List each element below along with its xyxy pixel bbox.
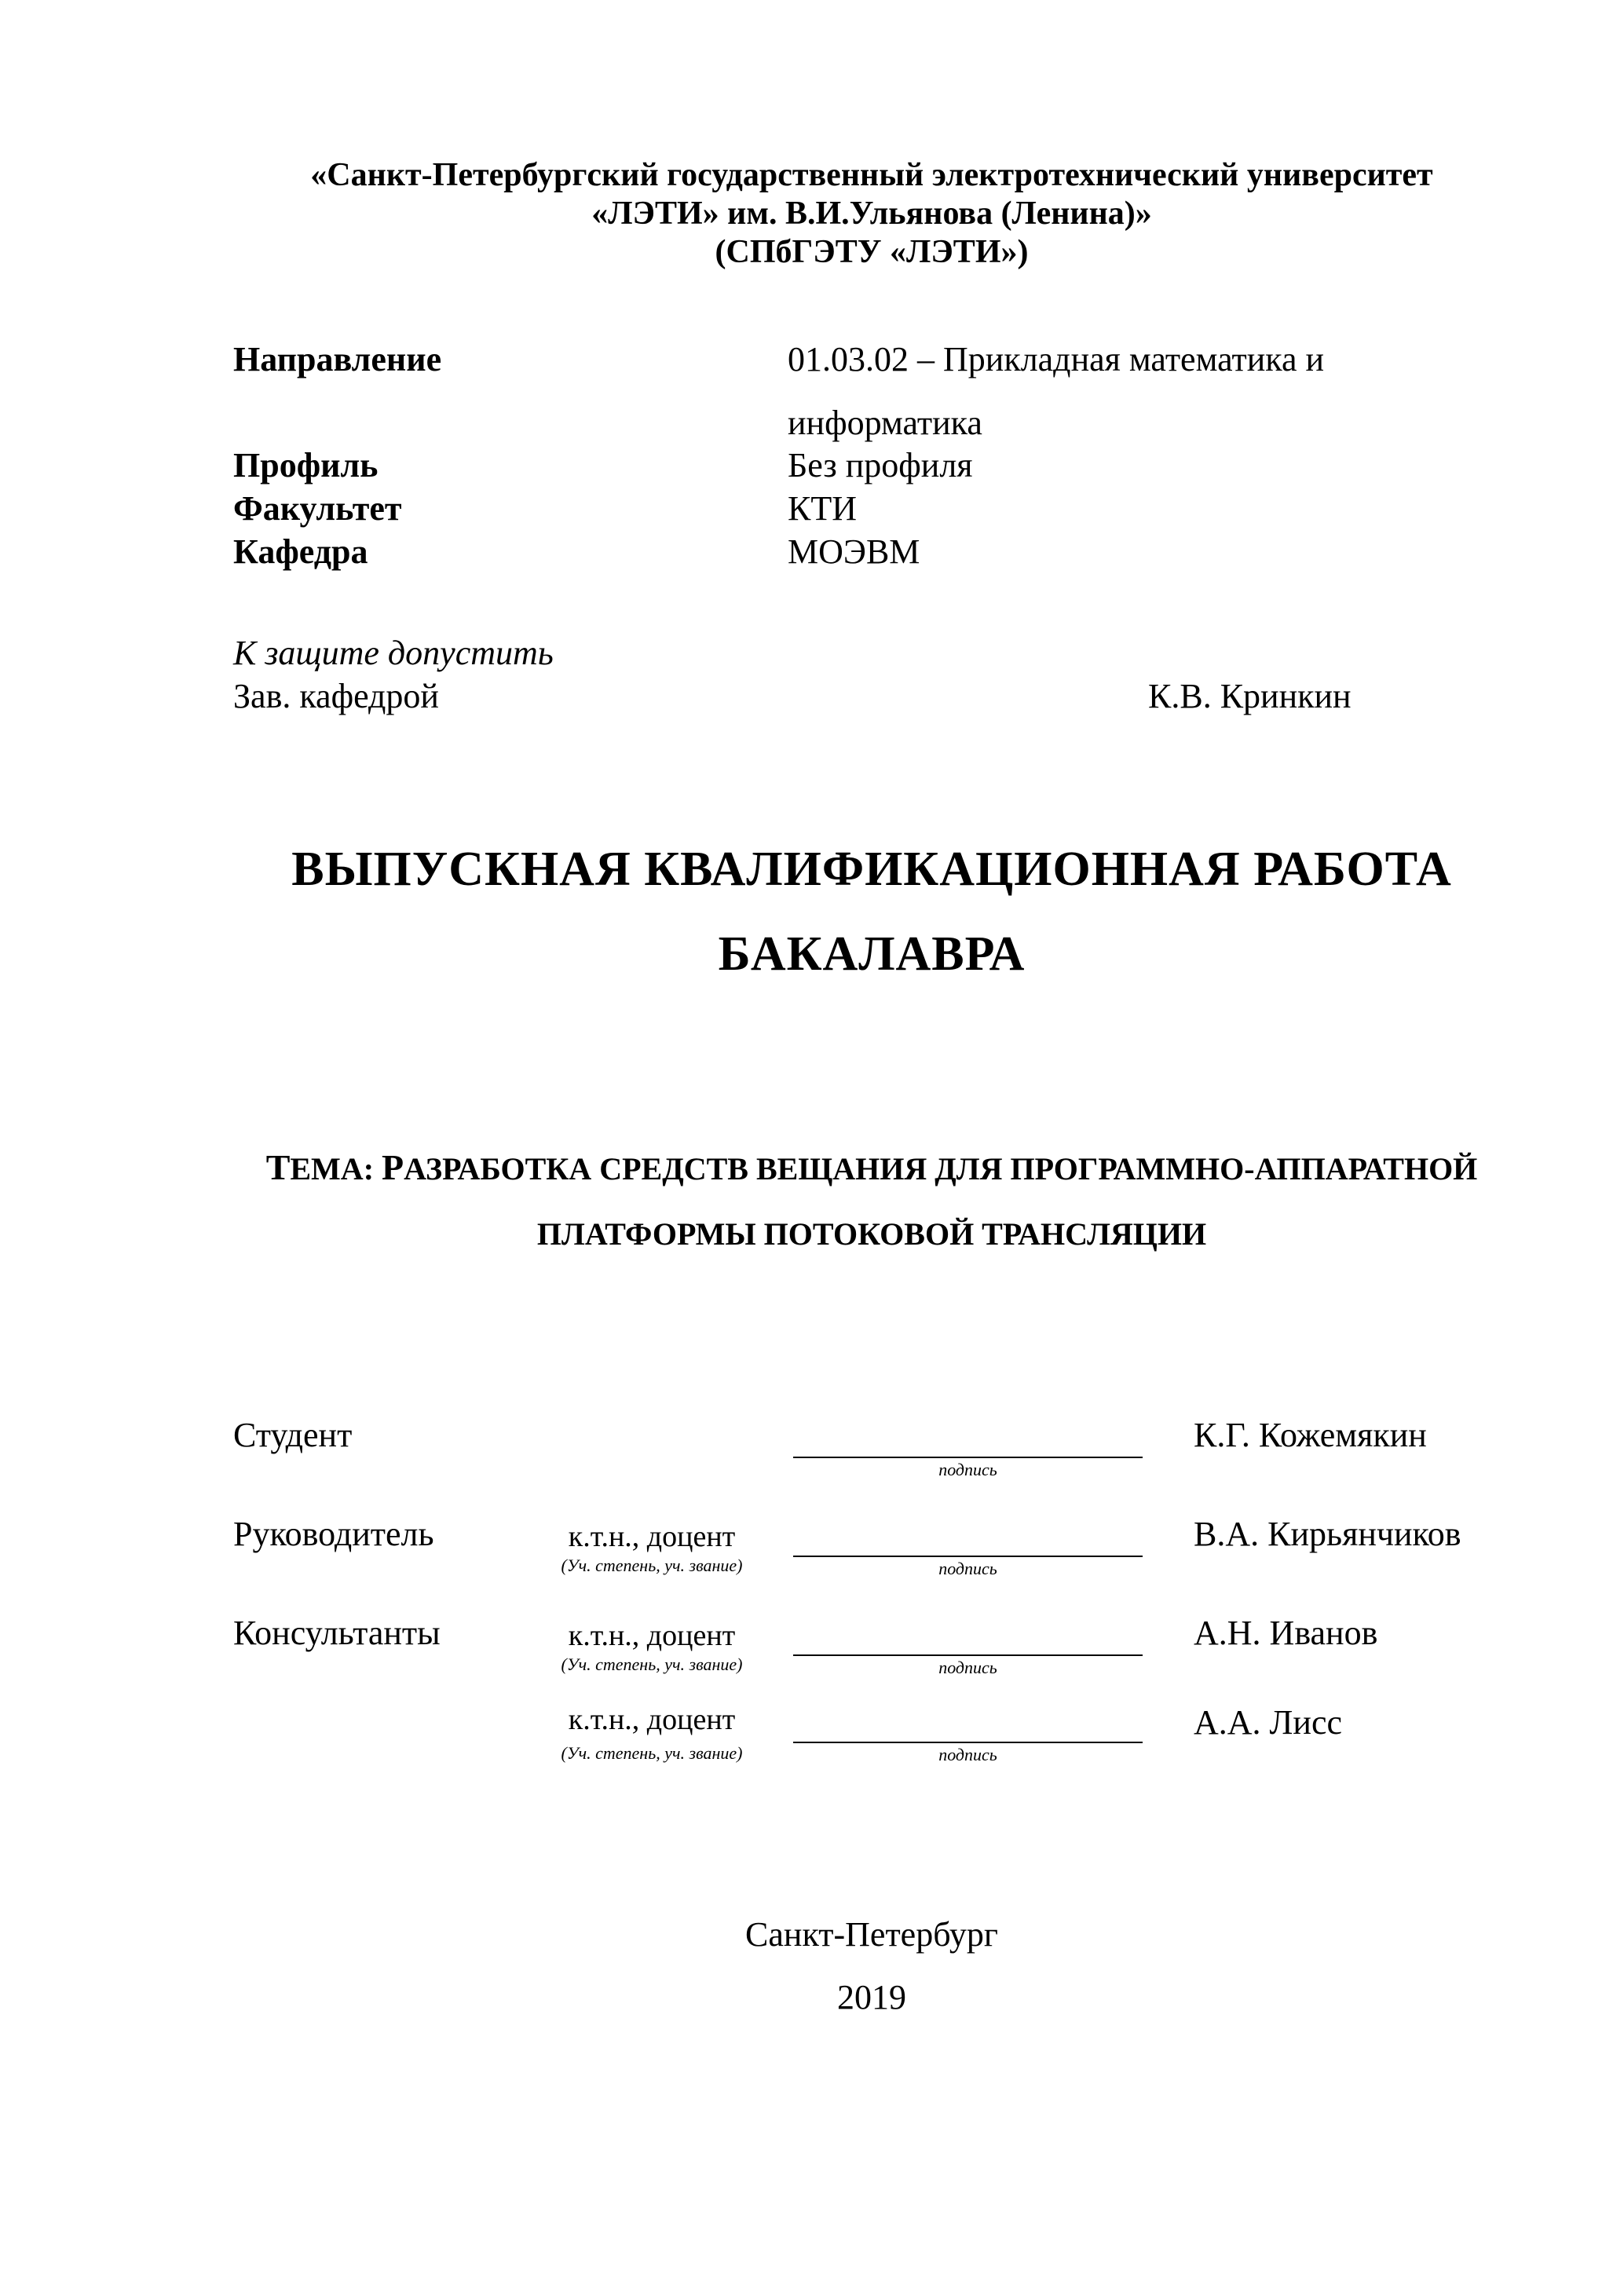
supervisor-degree-caption: (Уч. степень, уч. звание) [561,1556,743,1575]
student-label: Студент [233,1416,353,1454]
supervisor-label: Руководитель [233,1515,434,1553]
supervisor-signature-line [793,1556,1143,1557]
consultant1-signature-caption: подпись [938,1658,997,1677]
direction-label: Направление [233,340,442,378]
document-title-line2: БАКАЛАВРА [718,927,1026,981]
consultant2-signature-line [793,1742,1143,1743]
faculty-label: Факультет [233,489,402,528]
consultant2-signature-caption: подпись [938,1745,997,1764]
department-value: МОЭВМ [788,532,920,571]
direction-value: 01.03.02 – Прикладная математика и [788,340,1325,378]
topic-r-cap: Р [382,1147,404,1187]
student-signature-caption: подпись [938,1460,997,1479]
profile-value: Без профиля [788,446,973,484]
profile-label: Профиль [233,446,379,484]
head-of-department-name: К.В. Кринкин [1148,677,1352,715]
consultants-label: Консультанты [233,1614,441,1652]
faculty-value: КТИ [788,489,857,528]
consultant1-name: А.Н. Иванов [1194,1614,1378,1652]
consultant1-signature-line [793,1654,1143,1656]
admission-note: К защите допустить [233,634,554,672]
supervisor-degree: к.т.н., доцент [568,1520,736,1553]
consultant1-degree-caption: (Уч. степень, уч. звание) [561,1654,743,1674]
department-label: Кафедра [233,532,368,571]
supervisor-name: В.А. Кирьянчиков [1194,1515,1461,1553]
consultant2-degree-caption: (Уч. степень, уч. звание) [561,1743,743,1763]
topic-t-cap: Т [265,1147,291,1187]
university-name-line1: «Санкт-Петербургский государственный электротехнический университет [310,157,1433,193]
consultant1-degree: к.т.н., доцент [568,1619,736,1652]
topic-line1 [0,1146,1624,1188]
student-name: К.Г. Кожемякин [1194,1416,1427,1454]
head-of-department-label: Зав. кафедрой [233,677,439,715]
direction-value-cont: информатика [788,404,982,442]
topic-line1-rest: АЗРАБОТКА СРЕДСТВ ВЕЩАНИЯ ДЛЯ ПРОГРАММНО-АППАРАТНОЙ [404,1151,1478,1186]
university-abbr: (СПбГЭТУ «ЛЭТИ») [715,234,1029,270]
topic-line2: ПЛАТФОРМЫ ПОТОКОВОЙ ТРАНСЛЯЦИИ [536,1216,1207,1252]
topic-t-rest: ЕМА: [290,1151,382,1186]
supervisor-signature-caption: подпись [938,1559,997,1578]
consultant2-name: А.А. Лисс [1194,1703,1342,1742]
student-signature-line [793,1457,1143,1458]
consultant2-degree: к.т.н., доцент [568,1703,736,1736]
footer-city: Санкт-Петербург [745,1915,998,1954]
document-title-line1: ВЫПУСКНАЯ КВАЛИФИКАЦИОННАЯ РАБОТА [291,843,1452,896]
university-name-line2: «ЛЭТИ» им. В.И.Ульянова (Ленина)» [591,196,1152,232]
footer-year: 2019 [837,1978,906,2016]
